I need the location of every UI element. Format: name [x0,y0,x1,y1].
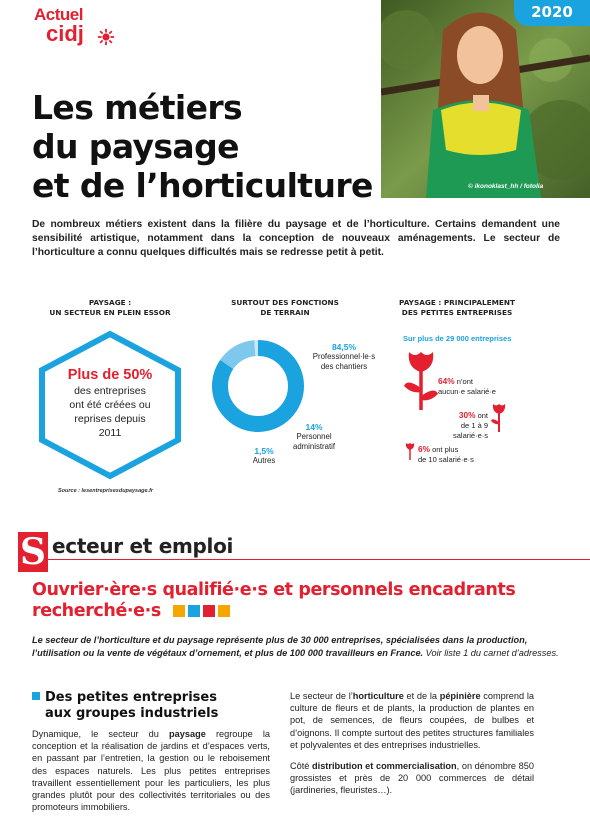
slice-label-chantiers [300,342,388,372]
stat-10-plus-text2: de 10 salarié·e·s [418,455,474,464]
col2-head-line2: DE TERRAIN [260,307,310,317]
color-squares [173,602,233,623]
col2-head-line1: SURTOUT DES FONCTIONS [231,298,339,307]
hexagon-text [30,366,190,440]
hex-line4: 2011 [98,427,122,439]
para-distrib-c: , on dénombre 850 grossistes et près de 20 000 commerces de détail (jardineries, fleuristes…). [290,761,534,796]
slice-pct-administratif: 14% [305,422,323,432]
stat-1-9-text1: ont [475,411,488,420]
col1-head-line1: PAYSAGE : [88,298,132,307]
large-flower-icon [402,348,440,410]
section-headline [32,580,572,623]
stat-1-9-pct: 30% [458,410,476,420]
blue-square-icon [32,692,40,700]
section-title: ecteur et emploi [52,534,234,558]
infographic-col2-heading [220,298,350,317]
intro-paragraph: De nombreux métiers existent dans la filière du paysage et de l’horticulture. Certains demandent une sensibilité artistique, notamment dans la conception de nouveaux aménagements. Le secteur de l’horticulture a connu quelques difficultés mais se redresse petit à petit. [32,219,560,258]
stat-1-9-text2: de 1 à 9 salarié·e·s [452,421,488,440]
slice-label-admin-line2: administratif [292,442,336,451]
slice-pct-autres: 1,5% [254,446,274,456]
subheading-entreprises [32,690,270,722]
para-horti-c: et de la [403,691,440,701]
paragraph-horticulture [290,690,534,751]
headline-line2: recherché·e·s [32,601,161,621]
slice-pct-chantiers: 84,5% [331,342,357,352]
stat-10-plus-pct: 6% [418,444,430,454]
para-distrib-a: Côté [290,761,313,772]
col3-head-line1: PAYSAGE : PRINCIPALEMENT [399,298,515,307]
para-paysage-c: regroupe la conception et la réalisation de jardins et d’espaces verts, en passant par l’entretien, la gestion ou le reboisement des espaces naturels. Les plus petites entreprises travaillent essentiellement pour les particuliers, les plus grandes plutôt pour des collectivités territoriales ou des promoteurs immobiliers. [32,729,270,813]
logo-line1: Actuel [34,5,83,24]
headline-line1: Ouvrier·ère·s qualifié·e·s et personnels encadrants [32,580,516,600]
page-title [32,88,382,205]
subheading-line1: Des petites entreprises [45,690,217,705]
infographic-col1-heading [40,298,180,317]
medium-flower-icon [490,402,508,432]
slice-label-autres [244,446,284,466]
right-column [290,690,534,797]
slice-label-autres-line1: Autres [252,456,276,465]
lead-text: Le secteur de l’horticulture et du paysage représente plus de 30 000 entreprises, spécialisées dans la production, l’utilisation ou la vente de végétaux d’ornement, et plus de 100 000 travailleurs en France. [32,635,528,658]
stat-no-employees-text2: aucun·e salarié·e [438,387,496,396]
headline-line2-wrap [32,601,572,623]
hex-big-value: Plus de 50% [67,367,153,383]
hex-line1: des entreprises [74,385,146,397]
actuel-cidj-logo [34,6,124,62]
para-distrib-b: distribution et commercialisation [312,761,457,772]
para-horti-a: Le secteur de l’ [290,691,353,701]
hex-line2: ont été créées ou [69,399,151,411]
year-badge: 2020 [514,0,590,26]
para-horti-b: horticulture [352,691,404,701]
title-line2: du paysage [32,127,239,166]
stat-no-employees [438,376,496,397]
paragraph-distribution [290,760,534,797]
col3-subtitle: Sur plus de 29 000 entreprises [403,334,512,343]
para-paysage-a: Dynamique, le secteur du [32,729,170,739]
color-square-1 [188,605,200,617]
col1-head-line2: UN SECTEUR EN PLEIN ESSOR [49,307,171,317]
donut-chart [208,336,308,436]
infographic-col3-heading [392,298,522,317]
stat-no-employees-pct: 64% [438,376,455,386]
title-line1: Les métiers [32,88,243,127]
color-square-0 [173,605,185,617]
para-horti-d: pépinière [439,691,481,701]
lead-reference: Voir liste 1 du carnet d’adresses. [423,647,559,658]
color-square-3 [218,605,230,617]
stat-10-plus-employees [418,444,474,465]
para-paysage-b: paysage [169,729,206,739]
gardener-photo [381,0,590,198]
para-horti-e: comprend la culture de fleurs et de plants, la production de plantes en pot, de semences, de fleurs coupées, de bulbes et d’oignons. Il compte surtout des petites structures familiales et polyvalentes et des entreprises industrielles. [290,691,534,750]
section-lead [32,634,560,659]
infographic-source: Source : lesentreprisesdupaysage.fr [58,488,154,494]
stat-no-employees-text1: n’ont [454,377,473,386]
color-square-2 [203,605,215,617]
paragraph-paysage [32,728,270,813]
hex-line3: reprises depuis [74,413,146,425]
slice-label-chantiers-line2: des chantiers [320,362,368,371]
logo-burst-icon [97,28,115,46]
title-line3: et de l’horticulture [32,166,373,205]
stat-1-9-employees [426,410,488,441]
slice-label-administratif [284,422,344,452]
photo-credit: © ikonoklast_hh / fotolia [468,183,544,190]
hexagon-stat [30,330,190,480]
section-initial-letter: S [20,531,46,573]
small-flower-icon [404,442,416,460]
photo-illustration [381,0,590,198]
slice-label-chantiers-line1: Professionnel·le·s [312,352,376,361]
stat-10-plus-text1: ont plus [430,445,459,454]
section-divider [48,559,590,560]
logo-line2: cidj [46,21,84,46]
col3-head-line2: DES PETITES ENTREPRISES [401,307,513,317]
subheading-line2: aux groupes industriels [45,706,219,721]
left-column [32,690,270,813]
slice-label-admin-line1: Personnel [296,432,332,441]
